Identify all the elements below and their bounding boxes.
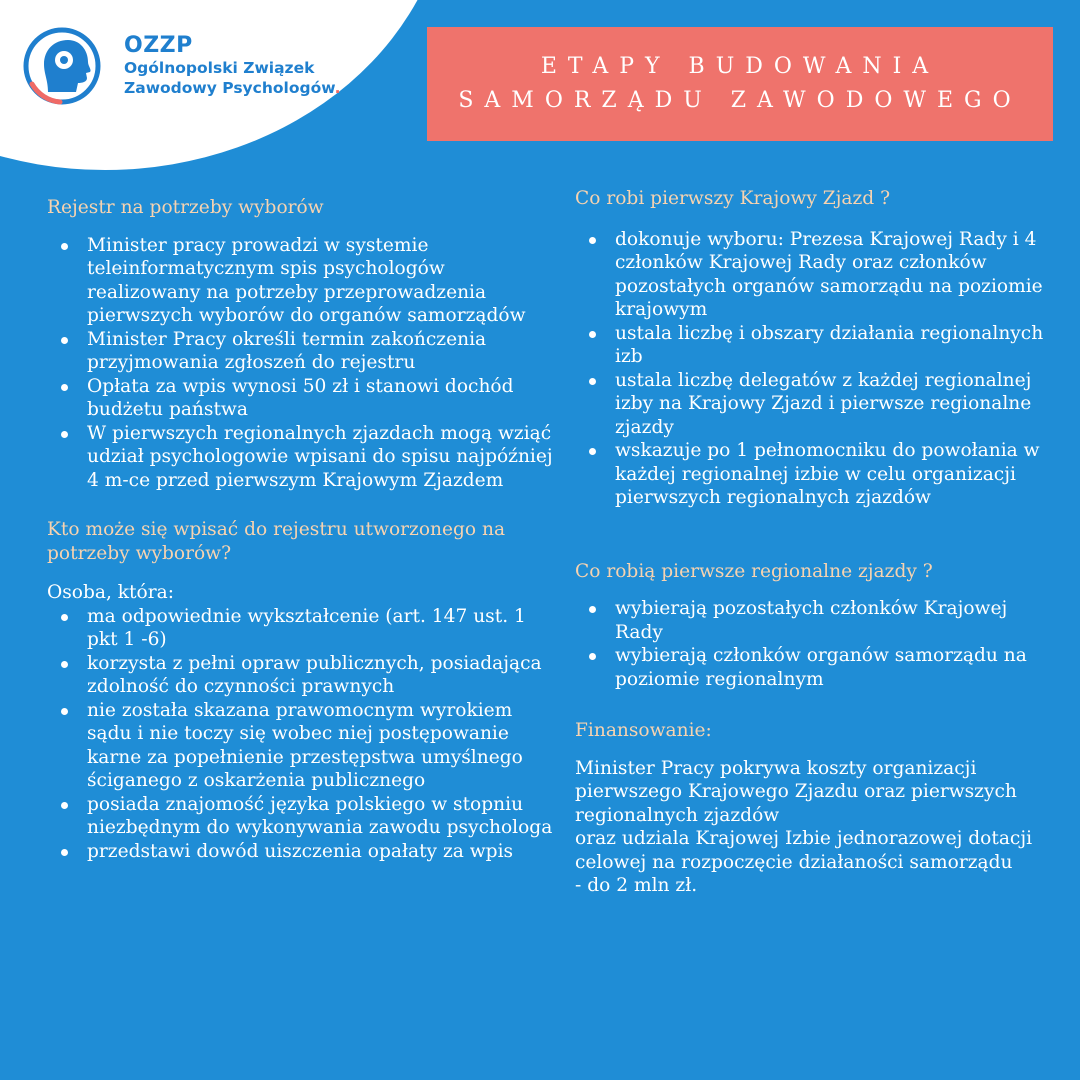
left-column <box>47 196 557 863</box>
list-item: nie została skazana prawomocnym wyrokiem sądu i nie toczy się wobec niej postępowanie karne za popełnienie przestępstwa umyślnego ściganego z oskarżenia publicznego <box>47 699 557 793</box>
logo-text <box>124 34 340 98</box>
list-item: wybierają członków organów samorządu na poziomie regionalnym <box>575 644 1055 691</box>
list-item: wybierają pozostałych członków Krajowej Rady <box>575 597 1055 644</box>
eligibility-list <box>47 605 557 864</box>
title-line-1: ETAPY BUDOWANIA <box>540 54 940 79</box>
list-item: W pierwszych regionalnych zjazdach mogą wziąć udział psychologowie wpisani do spisu najpóźniej 4 m-ce przed pierwszym Krajowym Zjazdem <box>47 422 557 493</box>
org-name-line-2 <box>124 78 340 98</box>
list-item: ustala liczbę i obszary działania regionalnych izb <box>575 322 1055 369</box>
list-item: ma odpowiednie wykształcenie (art. 147 ust. 1 pkt 1 -6) <box>47 605 557 652</box>
list-item: posiada znajomość języka polskiego w stopniu niezbędnym do wykonywania zawodu psychologa <box>47 793 557 840</box>
financing-text-2: oraz udziala Krajowej Izbie jednorazowej dotacji celowej na rozpoczęcie działaności samorządu <box>575 828 1033 873</box>
title-banner <box>427 27 1053 141</box>
org-name-line-1: Ogólnopolski Związek <box>124 59 315 77</box>
list-item: Minister Pracy określi termin zakończenia przyjmowania zgłoszeń do rejestru <box>47 328 557 375</box>
list-item: wskazuje po 1 pełnomocniku do powołania w każdej regionalnej izbie w celu organizacji pierwszych regionalnych zjazdów <box>575 439 1055 510</box>
eligibility-heading: Kto może się wpisać do rejestru utworzonego na potrzeby wyborów? <box>47 519 506 564</box>
regional-congresses-heading: Co robią pierwsze regionalne zjazdy ? <box>575 560 933 582</box>
list-item: korzysta z pełni opraw publicznych, posiadająca zdolność do czynności prawnych <box>47 652 557 699</box>
financing-text-1: Minister Pracy pokrywa koszty organizacji pierwszego Krajowego Zjazdu oraz pierwszych regionalnych zjazdów <box>575 757 1017 826</box>
list-item: Minister pracy prowadzi w systemie teleinformatycznym spis psychologów realizowany na potrzeby przeprowadzenia pierwszych wyborów do organów samorządów <box>47 234 557 328</box>
eligibility-intro: Osoba, która: <box>47 582 174 603</box>
list-item: ustala liczbę delegatów z każdej regionalnej izby na Krajowy Zjazd i pierwsze regionalne zjazdy <box>575 369 1055 440</box>
org-name-dot: . <box>334 79 341 97</box>
list-item: przedstawi dowód uiszczenia opałaty za wpis <box>47 840 557 864</box>
register-list <box>47 234 557 493</box>
head-profile-icon <box>18 22 106 110</box>
org-abbreviation: OZZP <box>124 33 193 58</box>
regional-congresses-list <box>575 597 1055 691</box>
org-name-line-2-text: Zawodowy Psychologów <box>124 79 335 97</box>
national-congress-heading: Co robi pierwszy Krajowy Zjazd ? <box>575 188 891 209</box>
title-line-2: SAMORZĄDU ZAWODOWEGO <box>458 88 1022 113</box>
list-item: Opłata za wpis wynosi 50 zł i stanowi dochód budżetu państwa <box>47 375 557 422</box>
financing-text-3: - do 2 mln zł. <box>575 875 698 896</box>
register-heading: Rejestr na potrzeby wyborów <box>47 197 324 218</box>
financing-heading: Finansowanie: <box>575 720 712 741</box>
right-column <box>575 187 1055 898</box>
national-congress-list <box>575 228 1055 510</box>
list-item: dokonuje wyboru: Prezesa Krajowej Rady i 4 członków Krajowej Rady oraz członków pozostałych organów samorządu na poziomie krajowym <box>575 228 1055 322</box>
